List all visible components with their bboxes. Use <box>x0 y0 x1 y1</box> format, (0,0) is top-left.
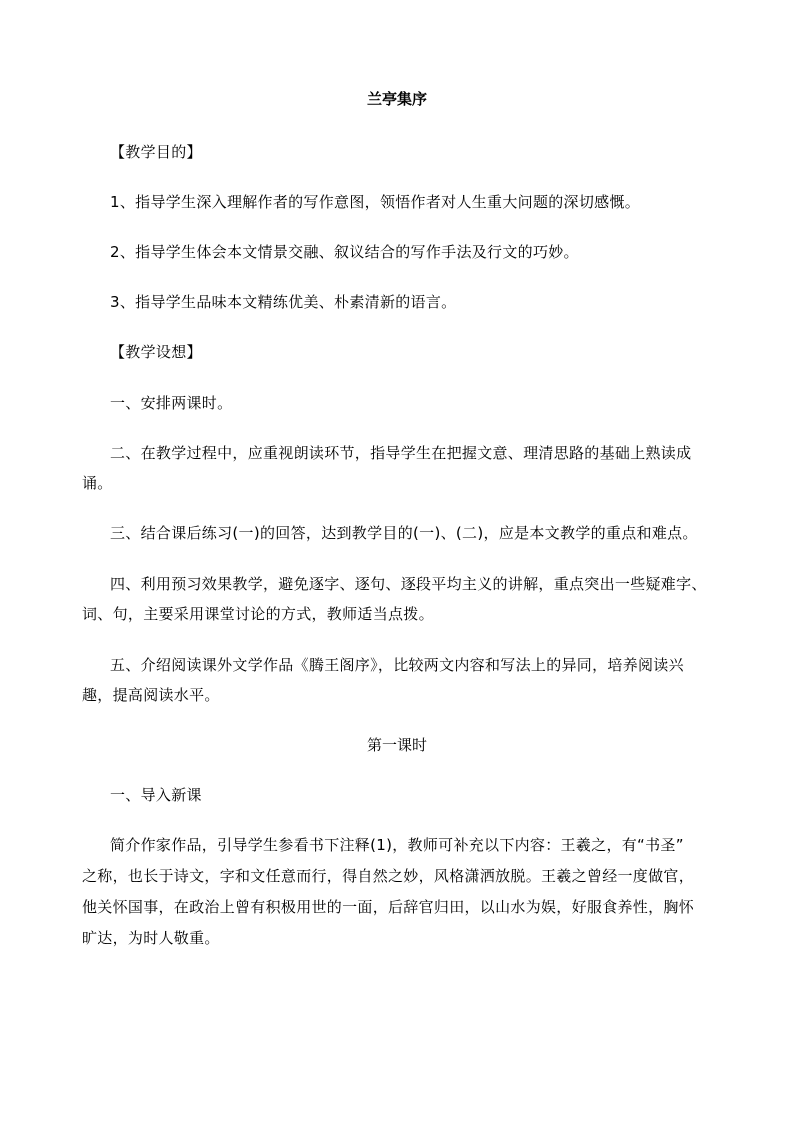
goal-item-3: 3、指导学生品味本文精练优美、朴素清新的语言。 <box>110 293 457 311</box>
intro-paragraph-line-4: 旷达，为时人敬重。 <box>82 929 220 947</box>
idea-item-5-line-2: 趣，提高阅读水平。 <box>82 686 220 704</box>
idea-item-3: 三、结合课后练习(一)的回答，达到教学目的(一)、(二)，应是本文教学的重点和难点。 <box>110 524 698 542</box>
lesson-heading: 第一课时 <box>366 736 427 754</box>
idea-item-5-line-1: 五、介绍阅读课外文学作品《腾王阁序》，比较两文内容和写法上的异同，培养阅读兴 <box>110 656 684 674</box>
section-heading-goals: 【教学目的】 <box>110 143 202 161</box>
idea-item-1: 一、安排两课时。 <box>110 394 233 412</box>
intro-paragraph-line-1: 简介作家作品，引导学生参看书下注释(1)，教师可补充以下内容：王羲之，有“书圣” <box>110 836 684 854</box>
intro-paragraph-line-3: 他关怀国事，在政治上曾有积极用世的一面，后辞官归田，以山水为娱，好服食养性，胸怀 <box>82 898 695 916</box>
goal-item-2: 2、指导学生体会本文情景交融、叙议结合的写作手法及行文的巧妙。 <box>110 243 579 261</box>
intro-paragraph-line-2: 之称，也长于诗文，字和文任意而行，得自然之妙，风格潇洒放脱。王羲之曾经一度做官， <box>82 867 695 885</box>
idea-item-2-line-1: 二、在教学过程中，应重视朗读环节，指导学生在把握文意、理清思路的基础上熟读成 <box>110 444 692 462</box>
section-heading-ideas: 【教学设想】 <box>110 343 202 361</box>
idea-item-4-line-2: 词、句，主要采用课堂讨论的方式，教师适当点拨。 <box>82 605 434 623</box>
idea-item-4-line-1: 四、利用预习效果教学，避免逐字、逐句、逐段平均主义的讲解，重点突出一些疑难字、 <box>110 575 707 593</box>
document-title: 兰亭集序 <box>366 90 427 108</box>
idea-item-2-line-2: 诵。 <box>82 474 113 492</box>
goal-item-1: 1、指导学生深入理解作者的写作意图，领悟作者对人生重大问题的深切感慨。 <box>110 193 641 211</box>
intro-heading: 一、导入新课 <box>110 786 202 804</box>
